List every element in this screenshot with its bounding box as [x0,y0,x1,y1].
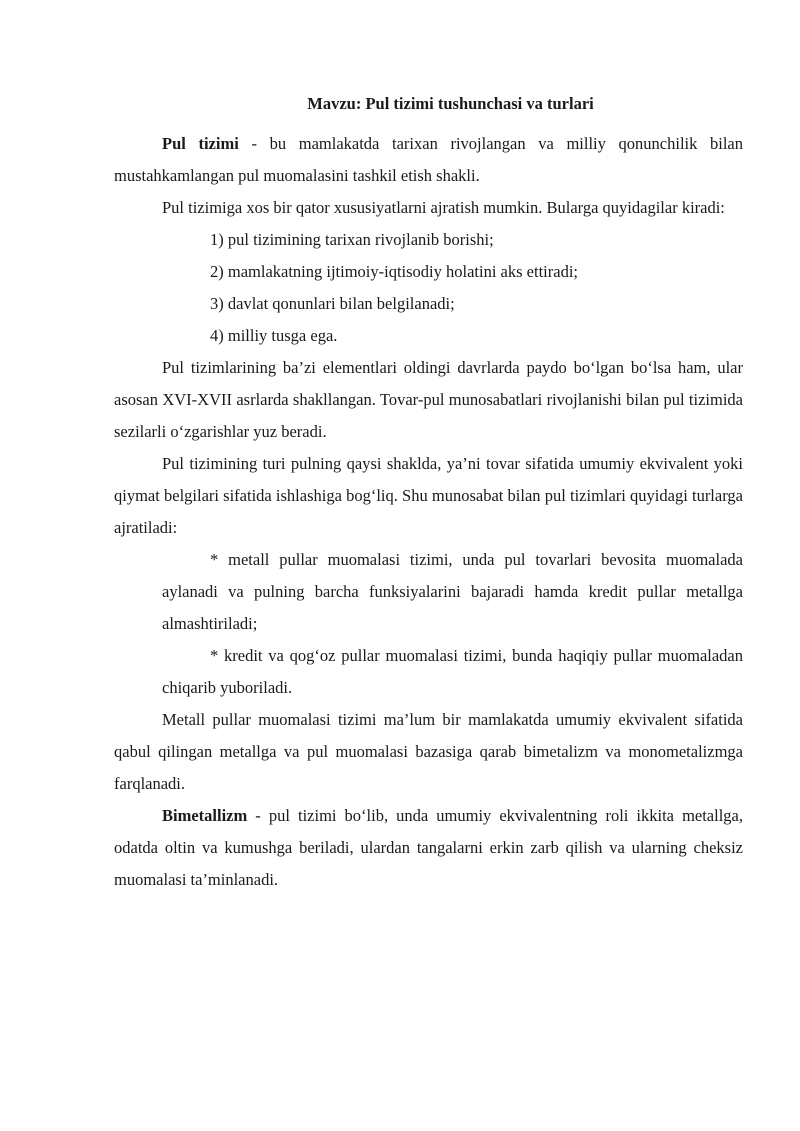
feature-item: 1) pul tizimining tarixan rivojlanib borishi; [210,230,494,249]
types-intro: Pul tizimining turi pulning qaysi shaklda, ya’ni tovar sifatida umumiy ekvivalent yoki qiymat belgilari sifatida ishlashiga bog‘liq. Shu munosabat bilan pul tizimlari quyidagi turlarga ajratiladi: [114,454,743,537]
definition-term: Pul tizimi [162,134,239,153]
feature-item: 4) milliy tusga ega. [210,326,338,345]
definition-paragraph [114,128,743,192]
type-item: * kredit va qog‘oz pullar muomalasi tizimi, bunda haqiqiy pullar muomaladan chiqarib yuboriladi. [162,646,743,697]
bimetallism-term: Bimetallizm [162,806,248,825]
feature-item: 3) davlat qonunlari bilan belgilanadi; [210,294,455,313]
definition-text: - bu mamlakatda tarixan rivojlangan va milliy qonunchilik bilan mustahkamlangan pul muomalasini tashkil etish shakli. [114,134,743,185]
bimetallism-paragraph [114,800,743,896]
features-intro: Pul tizimiga xos bir qator xususiyatlarni ajratish mumkin. Bularga quyidagilar kiradi: [162,198,725,217]
bimetallism-text: - pul tizimi bo‘lib, unda umumiy ekvivalentning roli ikkita metallga, odatda oltin va kumushga beriladi, ulardan tangalarni erkin zarb qilish va ularning cheksiz muomalasi ta’minlanadi. [114,806,743,889]
document-page [114,90,743,896]
history-paragraph: Pul tizimlarining ba’zi elementlari oldingi davrlarda paydo bo‘lgan bo‘lsa ham, ular asosan XVI-XVII asrlarda shakllangan. Tovar-pul munosabatlari rivojlanishi bilan pul tizimida sezilarli o‘zgarishlar yuz beradi. [114,358,743,441]
metal-paragraph: Metall pullar muomalasi tizimi ma’lum bir mamlakatda umumiy ekvivalent sifatida qabul qilingan metallga va pul muomalasi bazasiga qarab bimetalizm va monometalizmga farqlanadi. [114,710,743,793]
document-title: Mavzu: Pul tizimi tushunchasi va turlari [307,94,594,113]
feature-item: 2) mamlakatning ijtimoiy-iqtisodiy holatini aks ettiradi; [210,262,578,281]
type-item: * metall pullar muomalasi tizimi, unda pul tovarlari bevosita muomalada aylanadi va pulning barcha funksiyalarini bajaradi hamda kredit pullar metallga almashtiriladi; [162,550,743,633]
